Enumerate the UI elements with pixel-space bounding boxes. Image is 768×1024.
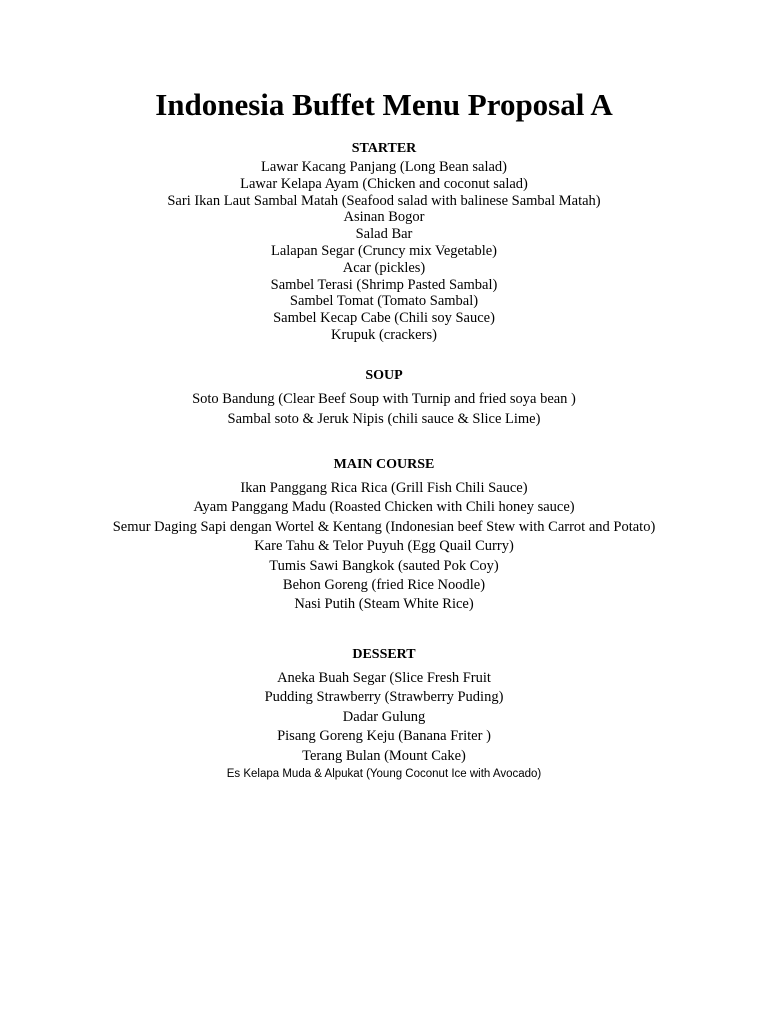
soup-list [0,390,768,429]
section-dessert [0,645,768,782]
menu-item: Pisang Goreng Keju (Banana Friter ) [277,728,491,745]
dessert-list [0,669,768,782]
menu-item: Acar (pickles) [342,259,426,276]
menu-item: Pudding Strawberry (Strawberry Puding) [264,689,504,706]
menu-item: Tumis Sawi Bangkok (sauted Pok Coy) [269,557,499,574]
menu-item: Lalapan Segar (Cruncy mix Vegetable) [270,242,497,259]
section-starter [0,139,768,344]
menu-item: Sambel Terasi (Shrimp Pasted Sambal) [270,276,498,293]
menu-item: Kare Tahu & Telor Puyuh (Egg Quail Curry) [254,538,514,555]
section-heading-soup: SOUP [365,368,403,383]
section-heading-dessert: DESSERT [352,647,416,662]
menu-item: Sari Ikan Laut Sambal Matah (Seafood salad with balinese Sambal Matah) [167,192,601,209]
menu-item: Asinan Bogor [343,209,425,226]
menu-item: Terang Bulan (Mount Cake) [302,747,466,764]
starter-list [0,159,768,344]
section-heading-main-course: MAIN COURSE [333,457,435,472]
menu-item: Soto Bandung (Clear Beef Soup with Turnip and fried soya bean ) [192,391,576,407]
menu-item: Semur Daging Sapi dengan Wortel & Kentang (Indonesian beef Stew with Carrot and Potato) [112,518,656,535]
menu-item: Behon Goreng (fried Rice Noodle) [282,577,486,594]
section-soup [0,366,768,429]
menu-item: Ayam Panggang Madu (Roasted Chicken with Chili honey sauce) [193,499,575,516]
menu-item: Sambel Tomat (Tomato Sambal) [289,293,479,310]
menu-item: Lawar Kelapa Ayam (Chicken and coconut salad) [240,175,528,192]
menu-item: Sambel Kecap Cabe (Chili soy Sauce) [273,310,495,327]
menu-item: Krupuk (crackers) [331,326,437,343]
menu-item: Salad Bar [355,226,413,243]
menu-item: Lawar Kacang Panjang (Long Bean salad) [261,159,507,175]
menu-item: Sambal soto & Jeruk Nipis (chili sauce & Slice Lime) [227,410,541,427]
section-main-course [0,455,768,615]
section-heading-starter: STARTER [351,141,417,156]
menu-item: Ikan Panggang Rica Rica (Grill Fish Chili Sauce) [240,480,528,496]
menu-item: Es Kelapa Muda & Alpukat (Young Coconut Ice with Avocado) [226,768,542,781]
menu-item: Aneka Buah Segar (Slice Fresh Fruit [277,670,491,686]
page-title: Indonesia Buffet Menu Proposal A [155,87,613,122]
menu-item: Nasi Putih (Steam White Rice) [294,596,474,613]
main-course-list [0,479,768,615]
menu-item: Dadar Gulung [342,708,426,725]
